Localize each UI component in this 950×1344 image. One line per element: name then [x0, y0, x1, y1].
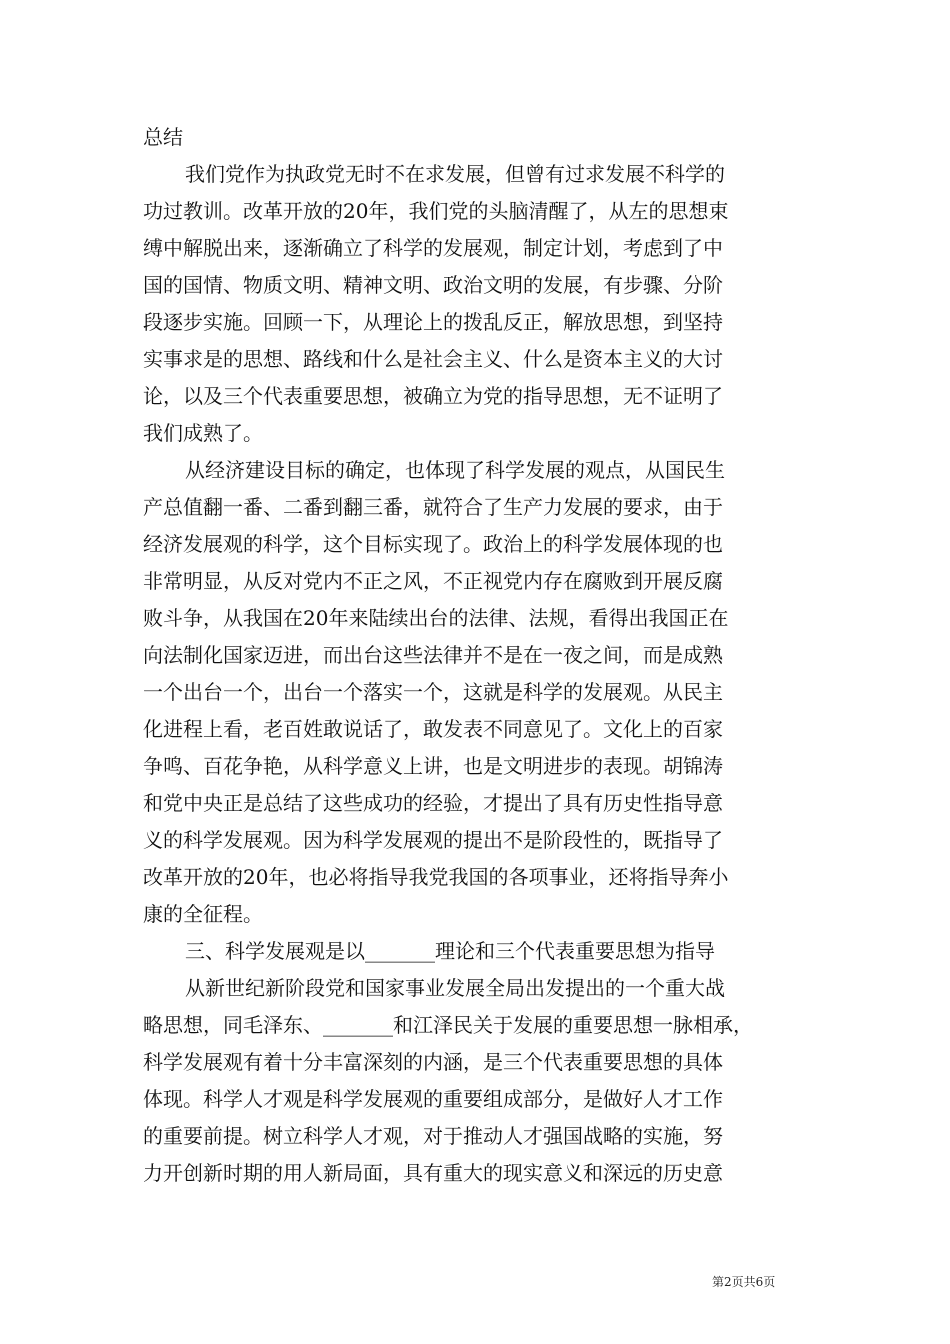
text-line: 我们成熟了。: [143, 421, 263, 445]
text-line: 总结: [143, 125, 183, 149]
text-line: 论，以及三个代表重要思想，被确立为党的指导思想，无不证明了: [143, 384, 723, 408]
text-line: 段逐步实施。回顾一下，从理论上的拨乱反正，解放思想，到坚持: [143, 310, 723, 334]
text-line: 经济发展观的科学，这个目标实现了。政治上的科学发展体现的也: [143, 532, 723, 556]
text-line: 国的国情、物质文明、精神文明、政治文明的发展，有步骤、分阶: [143, 273, 723, 297]
text-line: 的重要前提。树立科学人才观，对于推动人才强国战略的实施，努: [143, 1124, 723, 1148]
text-line: 缚中解脱出来，逐渐确立了科学的发展观，制定计划，考虑到了中: [143, 236, 723, 260]
text-line: 康的全征程。: [143, 902, 263, 926]
text-line: 向法制化国家迈进，而出台这些法律并不是在一夜之间，而是成熟: [143, 643, 723, 667]
text-line: 科学发展观有着十分丰富深刻的内涵，是三个代表重要思想的具体: [143, 1050, 723, 1074]
text-line: 争鸣、百花争艳，从科学意义上讲，也是文明进步的表现。胡锦涛: [143, 754, 723, 778]
page-number-footer: 第2页共6页: [712, 1275, 776, 1289]
text-line: 化进程上看，老百姓敢说话了，敢发表不同意见了。文化上的百家: [143, 717, 723, 741]
text-line: 改革开放的20年，也必将指导我党我国的各项事业，还将指导奔小: [143, 865, 729, 889]
text-line: 非常明显，从反对党内不正之风，不正视党内存在腐败到开展反腐: [143, 569, 723, 593]
text-line: 体现。科学人才观是科学发展观的重要组成部分，是做好人才工作: [143, 1087, 723, 1111]
paragraph-first-line: 我们党作为执政党无时不在求发展，但曾有过求发展不科学的: [185, 162, 725, 186]
text-line: 略思想，同毛泽东、_______和江泽民关于发展的重要思想一脉相承，: [143, 1013, 753, 1037]
section-heading: 三、科学发展观是以_______理论和三个代表重要思想为指导: [185, 939, 715, 963]
document-body: [143, 119, 808, 1192]
text-line: 力开创新时期的用人新局面，具有重大的现实意义和深远的历史意: [143, 1161, 723, 1185]
paragraph-first-line: 从新世纪新阶段党和国家事业发展全局出发提出的一个重大战: [185, 976, 725, 1000]
text-line: 和党中央正是总结了这些成功的经验，才提出了具有历史性指导意: [143, 791, 723, 815]
text-line: 义的科学发展观。因为科学发展观的提出不是阶段性的，既指导了: [143, 828, 723, 852]
text-line: 败斗争，从我国在20年来陆续出台的法律、法规，看得出我国正在: [143, 606, 729, 630]
text-line: 实事求是的思想、路线和什么是社会主义、什么是资本主义的大讨: [143, 347, 723, 371]
text-line: 产总值翻一番、二番到翻三番，就符合了生产力发展的要求，由于: [143, 495, 723, 519]
text-line: 一个出台一个，出台一个落实一个，这就是科学的发展观。从民主: [143, 680, 723, 704]
text-line: 功过教训。改革开放的20年，我们党的头脑清醒了，从左的思想束: [143, 199, 729, 223]
paragraph-first-line: 从经济建设目标的确定，也体现了科学发展的观点，从国民生: [185, 458, 725, 482]
